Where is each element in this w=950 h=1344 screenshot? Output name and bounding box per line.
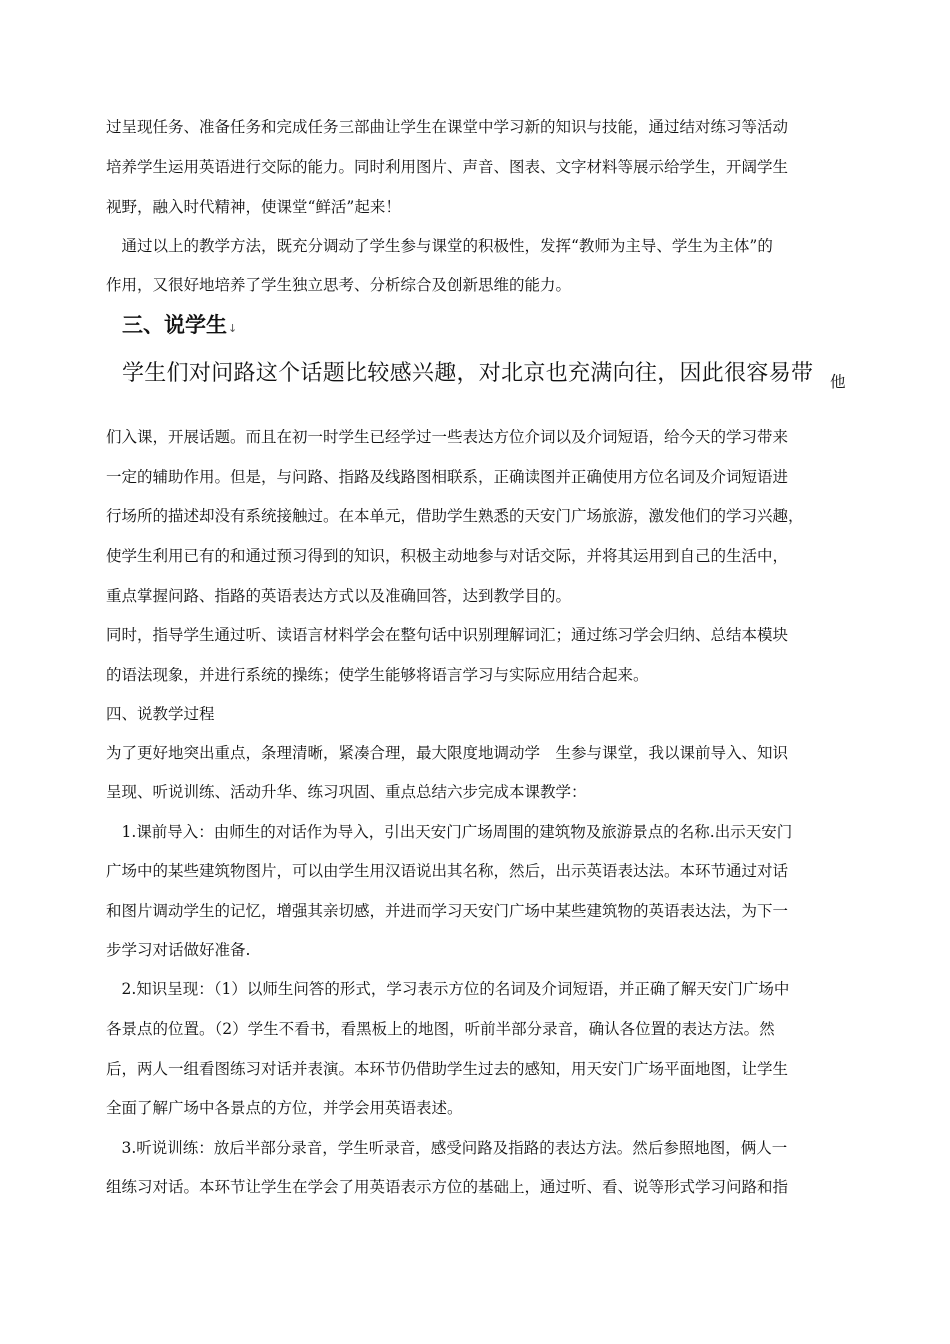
section-heading-process: 四、说教学过程 [106, 705, 215, 723]
text-line: 和图片调动学生的记忆，增强其亲切感，并进而学习天安门广场中某些建筑物的英语表达法，为下一 [106, 902, 789, 920]
text-line: 一定的辅助作用。但是，与问路、指路及线路图相联系，正确读图并正确使用方位名词及介词短语进 [106, 468, 789, 486]
text-line: 作用，又很好地培养了学生独立思考、分析综合及创新思维的能力。 [106, 276, 572, 294]
text-line: 通过以上的教学方法，既充分调动了学生参与课堂的积极性，发挥“教师为主导、学生为主体”的 [106, 237, 773, 255]
text-line: 视野，融入时代精神，使课堂“鲜活”起来！ [106, 198, 401, 216]
enlarged-text-line: 学生们对问路这个话题比较感兴趣，对北京也充满向往，因此很容易带 [122, 361, 814, 386]
text-line: 3.听说训练：放后半部分录音，学生听录音，感受问路及指路的表达方法。然后参照地图，俩人一 [106, 1139, 788, 1157]
trailing-character: 他 [830, 373, 846, 391]
text-line: 培养学生运用英语进行交际的能力。同时利用图片、声音、图表、文字材料等展示给学生，开阔学生 [106, 158, 789, 176]
text-line: 后，两人一组看图练习对话并表演。本环节仍借助学生过去的感知，用天安门广场平面地图，让学生 [106, 1060, 789, 1078]
text-line: 2.知识呈现：（1）以师生问答的形式，学习表示方位的名词及介词短语，并正确了解天安门广场中 [106, 980, 790, 998]
text-line: 1.课前导入：由师生的对话作为导入，引出天安门广场周围的建筑物及旅游景点的名称.出示天安门 [106, 823, 793, 841]
text-line: 全面了解广场中各景点的方位，并学会用英语表述。 [106, 1099, 463, 1117]
text-line: 为了更好地突出重点，条理清晰，紧凑合理，最大限度地调动学 生参与课堂，我以课前导入、知识 [106, 744, 789, 762]
text-line: 重点掌握问路、指路的英语表达方式以及准确回答，达到教学目的。 [106, 587, 572, 605]
text-line: 组练习对话。本环节让学生在学会了用英语表示方位的基础上，通过听、看、说等形式学习问路和指 [106, 1178, 789, 1196]
text-line: 广场中的某些建筑物图片，可以由学生用汉语说出其名称，然后，出示英语表达法。本环节通过对话 [106, 862, 789, 880]
text-line: 各景点的位置。（2）学生不看书，看黑板上的地图，听前半部分录音，确认各位置的表达方法。然 [106, 1020, 775, 1038]
text-line: 的语法现象，并进行系统的操练；使学生能够将语言学习与实际应用结合起来。 [106, 666, 649, 684]
text-line: 使学生利用已有的和通过预习得到的知识，积极主动地参与对话交际，并将其运用到自己的生活中， [106, 547, 789, 565]
paragraph-mark-icon: ↓ [228, 322, 238, 335]
text-line: 过呈现任务、准备任务和完成任务三部曲让学生在课堂中学习新的知识与技能，通过结对练习等活动 [106, 118, 789, 136]
text-line: 呈现、听说训练、活动升华、练习巩固、重点总结六步完成本课教学： [106, 783, 587, 801]
text-line: 步学习对话做好准备. [106, 941, 251, 959]
text-line: 们入课，开展话题。而且在初一时学生已经学过一些表达方位介词以及介词短语，给今天的学习带来 [106, 428, 789, 446]
heading-text: 三、说学生 [122, 313, 227, 337]
section-heading-students [122, 309, 237, 339]
text-line: 同时，指导学生通过听、读语言材料学会在整句话中识别理解词汇；通过练习学会归纳、总结本模块 [106, 626, 789, 644]
text-line: 行场所的描述却没有系统接触过。在本单元，借助学生熟悉的天安门广场旅游，激发他们的学习兴趣， [106, 507, 804, 525]
